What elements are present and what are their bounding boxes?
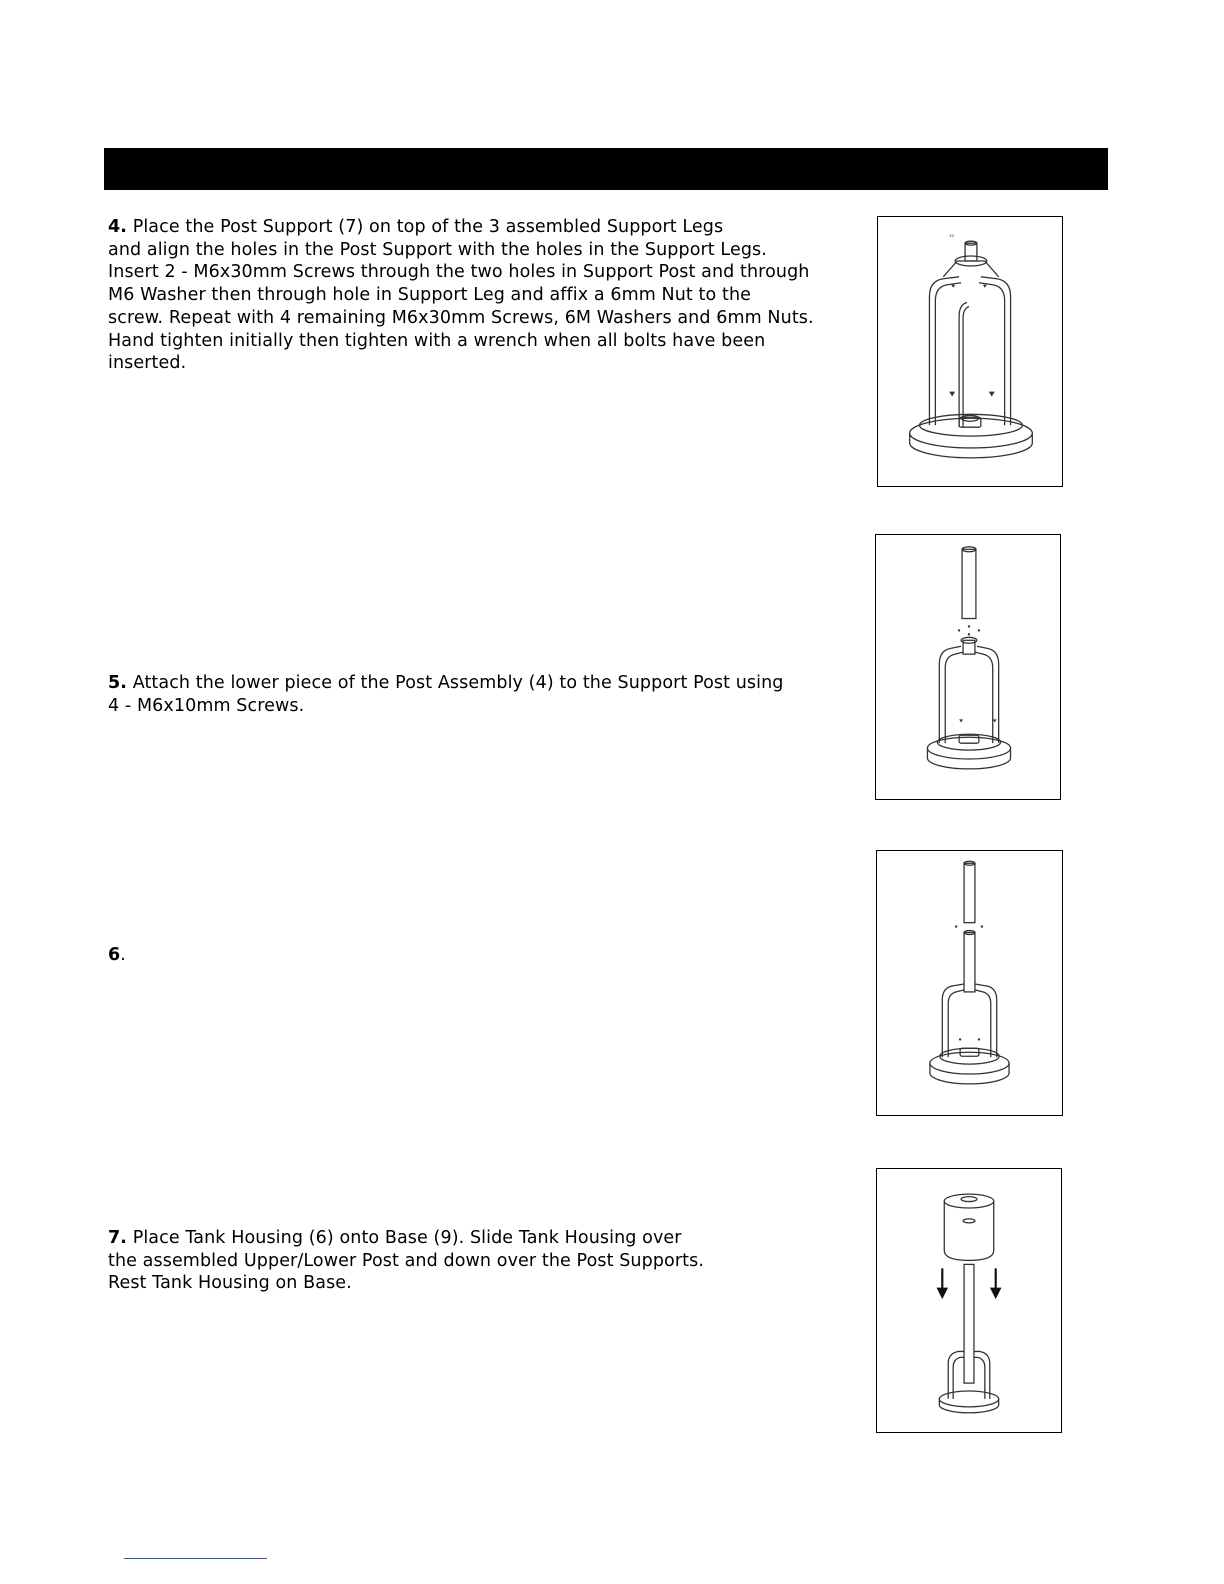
footer-rule — [124, 1558, 267, 1559]
step-body: Attach the lower piece of the Post Assembly (4) to the Support Post using 4 - M6x10mm Screws. — [108, 673, 784, 716]
figure-upper-post — [876, 850, 1063, 1116]
step-body: Place Tank Housing (6) onto Base (9). Slide Tank Housing over the assembled Upper/Lower Post and down over the Post Supports. Rest Tank Housing on Base. — [108, 1228, 704, 1294]
section-header-bar — [104, 148, 1108, 190]
figure-tank-housing — [876, 1168, 1062, 1433]
post-support-assembly-illustration — [878, 217, 1062, 486]
tank-housing-illustration — [877, 1169, 1061, 1432]
step-body: Place the Post Support (7) on top of the 3 assembled Support Legs and align the holes in the Post Support with the holes in the Support Legs. Insert 2 - M6x30mm Screws through the two holes in Support Post and through M6 Washer then through hole in Support Leg and affix a 6mm Nut to the screw. Repeat with 4 remaining M6x30mm Screws, 6M Washers and 6mm Nuts. Hand tighten initially then tighten with a wrench when all bolts have been inserted. — [108, 217, 814, 374]
step-7-instructions — [108, 1227, 788, 1295]
step-6-instructions — [108, 944, 308, 967]
step-number: 5. — [108, 673, 128, 693]
figure-lower-post — [875, 534, 1061, 800]
step-4-instructions — [108, 216, 868, 375]
step-5-instructions — [108, 672, 848, 717]
svg-text:ᵞᵞ: ᵞᵞ — [949, 233, 955, 242]
lower-post-attachment-illustration — [876, 535, 1060, 799]
step-number: 6 — [108, 945, 121, 965]
step-body: . — [120, 945, 126, 965]
step-number: 4. — [108, 217, 128, 237]
figure-post-support — [877, 216, 1063, 487]
upper-post-attachment-illustration — [877, 851, 1062, 1115]
step-number: 7. — [108, 1228, 128, 1248]
